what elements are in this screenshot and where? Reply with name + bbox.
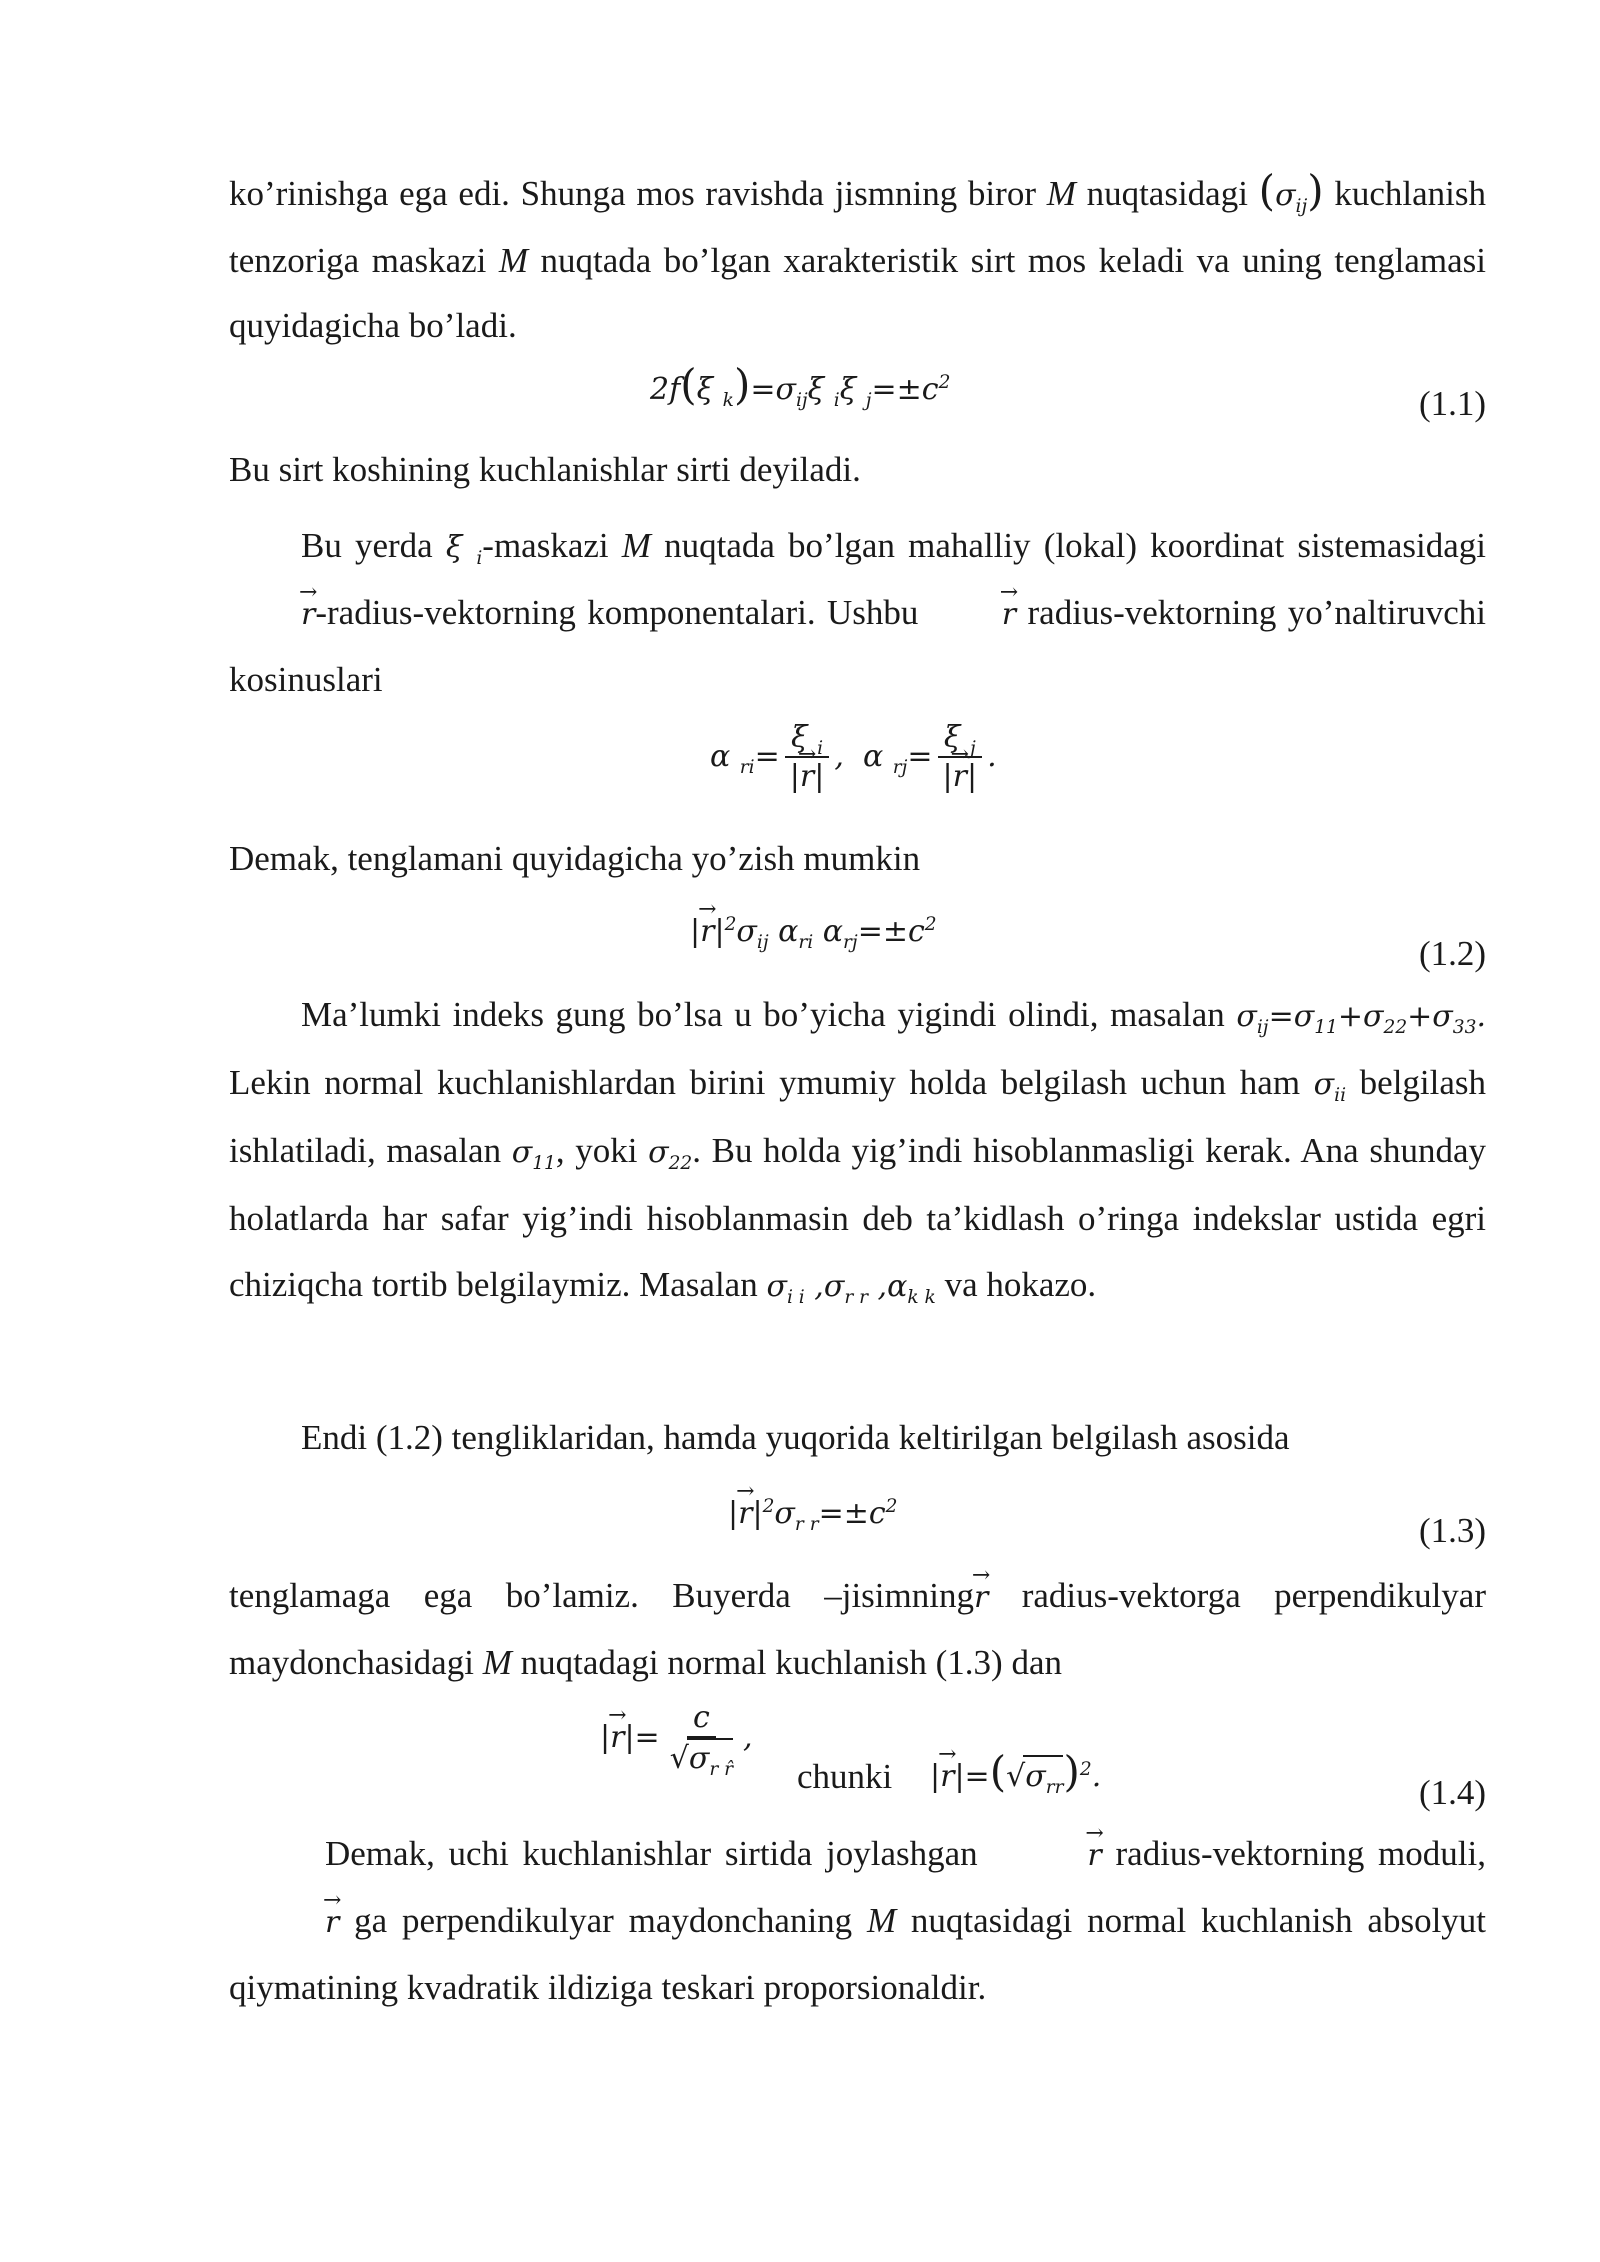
r-vector-symbol: → r	[229, 597, 315, 632]
sigma-ij-tensor: $(\sigma_{ij})$	[1258, 166, 1324, 217]
r-vector-symbol: → r	[229, 1905, 339, 1940]
sigma-sum-expression: $\sigma_{ij}=\sigma_{11}+\sigma_{22}+\sigma_{33}$.	[1236, 999, 1487, 1038]
equation-number-1-1: (1.1)	[1418, 384, 1486, 423]
paragraph-3: Bu yerda ξ $_i$-maskazi M nuqtada bo’lgan mahalliy (lokal) koordinat sistemasidagi → r-radius-vektorning komponentalari. Ushbu → r radius-vektorning yo’naltiruvchi kosinuslari	[229, 513, 1486, 712]
paragraph-8: Demak, uchi kuchlanishlar sirtida joylashgan → r radius-vektorning moduli, → r ga perpendikulyar maydonchaning M nuqtasidagi normal kuchlanish absolyut qiymatining kvadratik ildiziga teskari proporsionaldir.	[229, 1821, 1486, 2020]
equation-1-4-left: |→ r|= $\frac{c}{√\sigma_{r r̂}}$ ,	[600, 1700, 753, 1778]
paragraph-2: Bu sirt koshining kuchlanishlar sirti deyiladi.	[229, 450, 861, 489]
equation-1-4-chunki: chunki	[797, 1757, 893, 1796]
r-vector-symbol: → r	[991, 1838, 1101, 1873]
equation-number-1-3: (1.3)	[1418, 1511, 1486, 1550]
paragraph-5: Ma’lumki indeks gung bo’lsa u bo’yicha yigindi olindi, masalan $\sigma_{ij}=\sigma_{11}+\sigma_{22}+\sigma_{33}$. Lekin normal kuchlanishlardan birini ymumiy holda belgilash uchun ham $\sigma_{ii}$ belgilash ishlatiladi, masalan $\sigma_{11}$, yoki $\sigma_{22}$. Bu holda yig’indi hisoblanmasligi kerak. Ana shunday holatlarda har safar yig’indi hisoblanmasin deb ta’kidlash o’ringa indekslar ustida egri chiziqcha tortib belgilaymiz. Masalan $\sigma_{i i}$ $,\sigma_{r r}$ $,\alpha_{k k}$ va hokazo.	[229, 995, 1487, 1308]
paragraph-7: tenglamaga ega bo’lamiz. Buyerda –jisimning→ r radius-vektorga perpendikulyar maydonchasidagi M nuqtadagi normal kuchlanish (1.3) dan	[229, 1563, 1486, 1695]
sigma-11-symbol: $\sigma_{11}$	[511, 1135, 556, 1174]
equation-number-1-4: (1.4)	[1418, 1773, 1486, 1812]
equation-1-3: |→ $r|^2\sigma_{r r}=\pm c^2$	[728, 1494, 898, 1534]
paragraph-4: Demak, tenglamani quyidagicha yo’zish mumkin	[229, 839, 921, 878]
equation-number-1-2: (1.2)	[1418, 934, 1486, 973]
paragraph-6: Endi (1.2) tengliklaridan, hamda yuqorida keltirilgan belgilash asosida	[301, 1418, 1290, 1457]
equation-1-4-right: |→ $r|=(√\sigma_{rr})^2$.	[930, 1752, 1101, 1797]
r-vector-symbol: → r	[974, 1580, 988, 1615]
sigma-ii-symbol: $\sigma_{ii}$	[1313, 1067, 1347, 1106]
paragraph-1: ko’rinishga ega edi. Shunga mos ravishda jismning biror M nuqtasidagi $(\sigma_{ij})$ kuchlanish tenzoriga maskazi M nuqtada bo’lgan xarakteristik sirt mos keladi va uning tenglamasi quyidagicha bo’ladi.	[229, 166, 1487, 345]
xi-i-symbol: ξ $_i$	[445, 530, 483, 569]
equation-1-2: |→ $r|^2\sigma_{ij}$ $\alpha_{ri}$ $\alpha_{rj}=\pm c^2$	[690, 912, 937, 952]
no-sum-symbols: $\sigma_{i i}$ $,\sigma_{r r}$ $,\alpha_{k k}$	[766, 1269, 936, 1308]
sigma-22-symbol: $\sigma_{22}$	[648, 1135, 693, 1174]
equation-1-1: 2f(ξ $_k)=\sigma_{ij}\xi$ $_i$ξ $_j=\pm c^2$	[650, 360, 951, 411]
r-vector-symbol: → r	[930, 597, 1016, 632]
equation-direction-cosines: α $_{ri}$= $\frac{\xi _i}{|\to r|}$ , α $_{rj}$= $\frac{\xi _j}{|\to r|}$ .	[710, 720, 997, 796]
